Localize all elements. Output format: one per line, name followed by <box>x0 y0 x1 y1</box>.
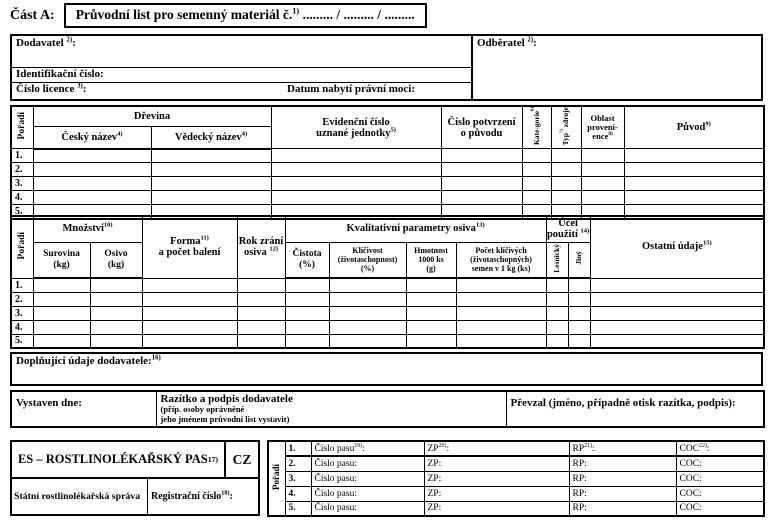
row-number: 1. <box>11 278 33 292</box>
t2-header-hmotnost: Hmotnost 1000 ks (g) <box>406 242 456 278</box>
fill-cell[interactable] <box>285 292 329 306</box>
zp-label: ZP: <box>427 503 442 514</box>
t1-header-drevina: Dřevina <box>33 106 271 127</box>
t2-header-forma: Forma$^{11)}$ a počet balení <box>142 216 237 278</box>
coc-field[interactable] <box>676 486 764 501</box>
fill-cell[interactable] <box>456 306 546 320</box>
fill-cell[interactable] <box>581 163 624 177</box>
t2-header-jiny <box>568 242 590 278</box>
fill-cell[interactable] <box>237 278 285 292</box>
fill-cell[interactable] <box>546 278 568 292</box>
fill-cell[interactable] <box>142 334 237 348</box>
fill-cell[interactable] <box>581 191 624 205</box>
rp-field[interactable] <box>569 471 676 486</box>
row-number: 3. <box>285 471 311 486</box>
fill-cell[interactable] <box>624 177 764 191</box>
fill-cell[interactable] <box>151 177 271 191</box>
fill-cell[interactable] <box>33 177 151 191</box>
form-title: Průvodní list pro semenný materiál č.$^{1)}$ ......... / ......... / ......... <box>64 3 427 28</box>
fill-cell[interactable] <box>285 278 329 292</box>
received-by-label: Převzal (jméno, případně otisk razítka, podpis): <box>510 397 736 409</box>
fill-cell[interactable] <box>33 334 90 348</box>
supplier-label: Dodavatel $^{2)}$: <box>16 36 76 49</box>
t1-header-cesky-nazev: Český název$^{4)}$ <box>33 127 151 149</box>
row-number: 2. <box>11 292 33 306</box>
t1-row-3 <box>11 177 764 191</box>
coc-label: COC: <box>679 488 702 499</box>
coc-label: COC$^{22)}$: <box>679 442 710 454</box>
supplementary-data-label: Doplňující údaje dodavatele:$^{16)}$ <box>16 354 161 367</box>
fill-cell[interactable] <box>151 163 271 177</box>
passport-numbers-table <box>267 440 765 517</box>
fill-cell[interactable] <box>546 320 568 334</box>
t2-header-mnozstvi: Množství$^{10)}$ <box>33 216 142 242</box>
pp-row-4 <box>268 486 764 501</box>
fill-cell[interactable] <box>237 320 285 334</box>
row-number: 5. <box>285 501 311 516</box>
supplier-field[interactable] <box>12 36 471 68</box>
fill-cell[interactable] <box>590 278 764 292</box>
t2-header-cistota: Čistota (%) <box>285 242 329 278</box>
fill-cell[interactable] <box>329 334 406 348</box>
fill-cell[interactable] <box>590 292 764 306</box>
fill-cell[interactable] <box>406 292 456 306</box>
rp-label: RP$^{21)}$: <box>572 442 595 454</box>
t2-header-osivo: Osivo (kg) <box>90 242 142 278</box>
coc-field[interactable] <box>676 501 764 516</box>
legal-force-date-field[interactable] <box>287 83 415 99</box>
rp-label: RP: <box>572 473 587 484</box>
supplier-block <box>12 36 473 99</box>
fill-cell[interactable] <box>33 292 90 306</box>
zp-label: ZP: <box>427 458 442 469</box>
rp-label: RP: <box>572 488 587 499</box>
t1-typ-zdroje-label: Typ$^{7)}$ zdroje <box>559 107 571 146</box>
fill-cell[interactable] <box>456 292 546 306</box>
fill-cell[interactable] <box>581 177 624 191</box>
fill-cell[interactable] <box>522 191 551 205</box>
passport-authority-row <box>12 479 258 514</box>
fill-cell[interactable] <box>624 191 764 205</box>
customer-label: Odběratel $^{2)}$: <box>477 36 537 49</box>
passport-number-label: Číslo pasu: <box>314 503 357 514</box>
ec-plant-passport-label: ES – ROSTLINOLÉKAŘSKÝ PAS 17) <box>12 442 226 477</box>
fill-cell[interactable] <box>546 306 568 320</box>
coc-label: COC: <box>679 458 702 469</box>
row-number: 1. <box>285 441 311 456</box>
rp-field[interactable] <box>569 441 676 456</box>
passport-number-label: Číslo pasu: <box>314 488 357 499</box>
row-number: 5. <box>11 334 33 348</box>
fill-cell[interactable] <box>285 320 329 334</box>
t2-header-rok-zrani: Rok zrání osiva $^{12)}$ <box>237 216 285 278</box>
row-number: 2. <box>11 163 33 177</box>
row-number: 2. <box>285 456 311 471</box>
stamp-signature-field[interactable] <box>156 391 506 427</box>
fill-cell[interactable] <box>33 306 90 320</box>
zp-field[interactable] <box>424 471 569 486</box>
t1-row-4 <box>11 191 764 205</box>
t1-header-poradi <box>11 106 33 149</box>
licence-number-label: Číslo licence $^{3)}$: <box>16 82 87 95</box>
rp-field[interactable] <box>569 486 676 501</box>
passport-number-field[interactable] <box>311 441 424 456</box>
species-table <box>10 105 765 220</box>
row-number: 5. <box>11 205 33 219</box>
fill-cell[interactable] <box>546 334 568 348</box>
fill-cell[interactable] <box>568 334 590 348</box>
fill-cell[interactable] <box>551 149 581 163</box>
t2-row-3 <box>11 306 764 320</box>
fill-cell[interactable] <box>33 163 151 177</box>
supplementary-data-field[interactable] <box>10 352 763 386</box>
t2-row-4 <box>11 320 764 334</box>
fill-cell[interactable] <box>590 306 764 320</box>
t2-header-klicivost: Klíčivost (životaschopnost) (%) <box>329 242 406 278</box>
customer-field[interactable] <box>473 36 761 99</box>
fill-cell[interactable] <box>33 320 90 334</box>
zp-field[interactable] <box>424 456 569 471</box>
fill-cell[interactable] <box>441 191 522 205</box>
t1-header-cislo-potvrzeni: Číslo potvrzení o původu <box>441 106 522 149</box>
licence-number-field[interactable] <box>16 83 287 99</box>
t2-header-ostatni-udaje: Ostatní údaje$^{15)}$ <box>590 216 764 278</box>
country-code-label: CZ <box>232 451 252 467</box>
t1-header-vedecky-nazev: Vědecký název$^{4)}$ <box>151 127 271 149</box>
fill-cell[interactable] <box>329 292 406 306</box>
registration-number-field[interactable] <box>148 479 258 514</box>
t2-poradi-label: Pořadí <box>16 231 27 260</box>
form-header <box>10 3 427 28</box>
fill-cell[interactable] <box>271 191 441 205</box>
fill-cell[interactable] <box>568 278 590 292</box>
fill-cell[interactable] <box>441 163 522 177</box>
licence-row <box>12 83 471 99</box>
passport-number-label: Číslo pasu: <box>314 473 357 484</box>
passport-number-field[interactable] <box>311 501 424 516</box>
stamp-signature-note: (příp. osoby oprávněné jeho jménem průvodní list vystavit) <box>160 404 290 424</box>
t2-row-1 <box>11 278 764 292</box>
fill-cell[interactable] <box>33 278 90 292</box>
issued-on-field[interactable] <box>11 391 156 427</box>
row-number: 3. <box>11 177 33 191</box>
fill-cell[interactable] <box>90 292 142 306</box>
t1-header-evidencni-cislo: Evidenční číslo uznané jednotky$^{5)}$ <box>271 106 441 149</box>
fill-cell[interactable] <box>568 292 590 306</box>
received-by-field[interactable] <box>506 391 764 427</box>
fill-cell[interactable] <box>329 306 406 320</box>
stamp-signature-label: Razítko a podpis dodavatele <box>160 393 293 405</box>
zp-field[interactable] <box>424 486 569 501</box>
fill-cell[interactable] <box>237 306 285 320</box>
plant-passport-block <box>10 440 260 516</box>
fill-cell[interactable] <box>142 306 237 320</box>
t2-row-2 <box>11 292 764 306</box>
fill-cell[interactable] <box>568 306 590 320</box>
fill-cell[interactable] <box>271 149 441 163</box>
fill-cell[interactable] <box>151 149 271 163</box>
fill-cell[interactable] <box>271 163 441 177</box>
pp-row-2 <box>268 456 764 471</box>
pp-row-3 <box>268 471 764 486</box>
fill-cell[interactable] <box>142 278 237 292</box>
fill-cell[interactable] <box>456 320 546 334</box>
coc-field[interactable] <box>676 471 764 486</box>
t1-row-1 <box>11 149 764 163</box>
passport-number-label: Číslo pasu$^{19)}$: <box>314 442 365 454</box>
fill-cell[interactable] <box>285 306 329 320</box>
fill-cell[interactable] <box>551 163 581 177</box>
legal-force-date-label: Datum nabytí právní moci: <box>287 83 416 95</box>
fill-cell[interactable] <box>406 278 456 292</box>
fill-cell[interactable] <box>142 320 237 334</box>
rp-field[interactable] <box>569 501 676 516</box>
fill-cell[interactable] <box>142 292 237 306</box>
rp-label: RP: <box>572 503 587 514</box>
passport-number-field[interactable] <box>311 471 424 486</box>
fill-cell[interactable] <box>522 177 551 191</box>
passport-number-field[interactable] <box>311 486 424 501</box>
fill-cell[interactable] <box>90 334 142 348</box>
passport-number-field[interactable] <box>311 456 424 471</box>
fill-cell[interactable] <box>237 334 285 348</box>
fill-cell[interactable] <box>624 163 764 177</box>
fill-cell[interactable] <box>237 292 285 306</box>
fill-cell[interactable] <box>329 278 406 292</box>
t1-header-oblast-provenience: Oblast proveni- ence$^{8)}$ <box>581 106 624 149</box>
fill-cell[interactable] <box>546 292 568 306</box>
t2-lesnicky-label: Lesnický <box>552 243 562 273</box>
fill-cell[interactable] <box>271 177 441 191</box>
pp-header-poradi <box>268 441 285 516</box>
t2-header-lesnicky <box>546 242 568 278</box>
fill-cell[interactable] <box>456 278 546 292</box>
fill-cell[interactable] <box>581 149 624 163</box>
zp-label: ZP: <box>427 488 442 499</box>
t2-jiny-label: Jiný <box>574 251 584 265</box>
issue-section <box>10 390 765 428</box>
pp-row-1 <box>268 441 764 456</box>
fill-cell[interactable] <box>441 149 522 163</box>
issue-row <box>11 391 764 427</box>
t2-row-5 <box>11 334 764 348</box>
fill-cell[interactable] <box>456 334 546 348</box>
fill-cell[interactable] <box>329 320 406 334</box>
coc-field[interactable] <box>676 441 764 456</box>
passport-number-label: Číslo pasu: <box>314 458 357 469</box>
fill-cell[interactable] <box>90 320 142 334</box>
fill-cell[interactable] <box>441 177 522 191</box>
fill-cell[interactable] <box>522 149 551 163</box>
fill-cell[interactable] <box>624 149 764 163</box>
fill-cell[interactable] <box>285 334 329 348</box>
t1-kategorie-label: Kate-gorie$^{6)}$ <box>530 107 541 146</box>
t1-header-typ-zdroje <box>551 106 581 149</box>
t1-poradi-label: Pořadí <box>16 112 27 140</box>
fill-cell[interactable] <box>551 191 581 205</box>
pp-row-5 <box>268 501 764 516</box>
t1-header-puvod: Původ$^{9)}$ <box>624 106 764 149</box>
fill-cell[interactable] <box>33 191 151 205</box>
seed-quality-table <box>10 215 765 349</box>
identification-number-field[interactable] <box>12 68 471 83</box>
t2-header-poradi <box>11 216 33 278</box>
fill-cell[interactable] <box>33 149 151 163</box>
part-a-label: Část A: <box>10 7 55 23</box>
zp-label: ZP: <box>427 473 442 484</box>
t2-header-pocet-klicivych: Počet klíčivých (životaschopných) semen v 1 kg (ks) <box>456 242 546 278</box>
fill-cell[interactable] <box>406 320 456 334</box>
row-number: 4. <box>285 486 311 501</box>
coc-label: COC: <box>679 473 702 484</box>
t2-header-kvalitativni: Kvalitativní parametry osiva$^{13)}$ <box>285 216 546 242</box>
issued-on-label: Vystaven dne: <box>16 397 82 409</box>
row-number: 3. <box>11 306 33 320</box>
fill-cell[interactable] <box>406 334 456 348</box>
passport-title-row <box>12 442 258 479</box>
zp-label: ZP$^{20)}$: <box>427 442 450 454</box>
rp-label: RP: <box>572 458 587 469</box>
fill-cell[interactable] <box>568 320 590 334</box>
rp-field[interactable] <box>569 456 676 471</box>
fill-cell[interactable] <box>406 306 456 320</box>
phytosanitary-authority-label: Státní rostlinolékařská správa <box>12 479 148 514</box>
zp-field[interactable] <box>424 441 569 456</box>
row-number: 1. <box>11 149 33 163</box>
t2-header-surovina: Surovina (kg) <box>33 242 90 278</box>
identification-number-label: Identifikační číslo: <box>16 68 104 80</box>
fill-cell[interactable] <box>590 320 764 334</box>
supplier-customer-section <box>10 34 763 101</box>
coc-field[interactable] <box>676 456 764 471</box>
zp-field[interactable] <box>424 501 569 516</box>
pp-poradi-label: Pořadí <box>271 464 281 490</box>
registration-number-label: Registrační číslo$^{18)}$: <box>151 489 233 502</box>
row-number: 4. <box>11 320 33 334</box>
fill-cell[interactable] <box>151 191 271 205</box>
t2-header-ucel-pouziti: Účel použití $^{14)}$ <box>546 217 590 241</box>
row-number: 4. <box>11 191 33 205</box>
fill-cell[interactable] <box>590 334 764 348</box>
fill-cell[interactable] <box>90 306 142 320</box>
fill-cell[interactable] <box>90 278 142 292</box>
fill-cell[interactable] <box>522 163 551 177</box>
t1-header-kategorie <box>522 106 551 149</box>
fill-cell[interactable] <box>551 177 581 191</box>
coc-label: COC: <box>679 503 702 514</box>
t1-row-2 <box>11 163 764 177</box>
